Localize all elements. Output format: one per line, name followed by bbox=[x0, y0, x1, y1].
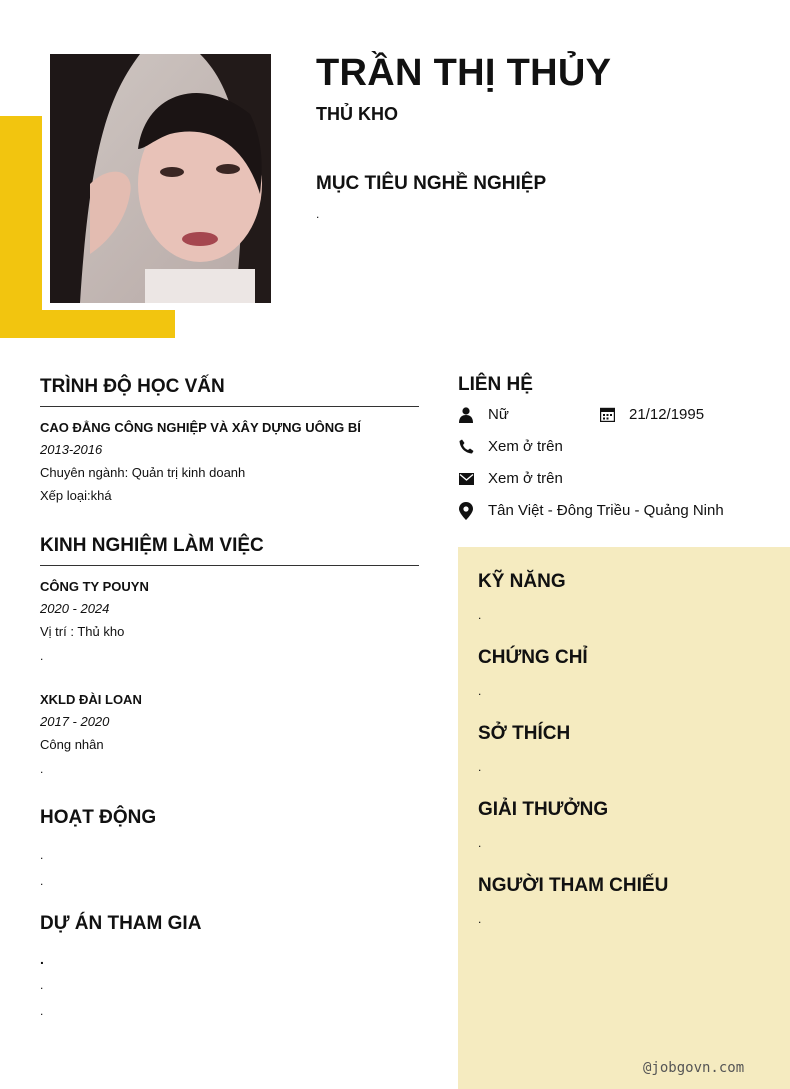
school-name: CAO ĐẲNG CÔNG NGHIỆP VÀ XÂY DỰNG UÔNG BÍ bbox=[40, 420, 361, 435]
projects-list bbox=[40, 952, 44, 1018]
contact-heading: LIÊN HỆ bbox=[458, 374, 533, 395]
activities-heading: HOẠT ĐỘNG bbox=[40, 807, 157, 828]
experience-divider bbox=[40, 565, 419, 566]
experience-role: Công nhân bbox=[40, 737, 104, 752]
activities-list bbox=[40, 848, 43, 888]
experience-period: 2020 - 2024 bbox=[40, 601, 110, 616]
company-name: XKLD ĐÀI LOAN bbox=[40, 692, 142, 707]
skills-heading: KỸ NĂNG bbox=[478, 571, 566, 592]
phone-icon bbox=[458, 439, 474, 455]
certificates-text: . bbox=[478, 684, 482, 698]
certificates-heading: CHỨNG CHỈ bbox=[478, 647, 588, 668]
education-divider bbox=[40, 406, 419, 407]
experience-entry bbox=[40, 579, 419, 663]
references-text: . bbox=[478, 912, 482, 926]
education-major: Chuyên ngành: Quản trị kinh doanh bbox=[40, 465, 246, 480]
experience-note: . bbox=[40, 762, 44, 776]
references-heading: NGƯỜI THAM CHIẾU bbox=[478, 875, 669, 896]
side-panel bbox=[458, 547, 790, 1089]
profile-photo bbox=[50, 54, 271, 303]
education-section bbox=[40, 376, 419, 407]
education-entry bbox=[40, 420, 419, 503]
location-pin-icon bbox=[458, 503, 474, 519]
education-period: 2013-2016 bbox=[40, 442, 103, 457]
calendar-icon bbox=[599, 407, 615, 423]
awards-heading: GIẢI THƯỞNG bbox=[478, 799, 609, 820]
hobbies-heading: SỞ THÍCH bbox=[478, 723, 571, 744]
experience-heading: KINH NGHIỆM LÀM VIỆC bbox=[40, 535, 264, 556]
watermark: @jobgovn.com bbox=[643, 1060, 745, 1076]
projects-heading: DỰ ÁN THAM GIA bbox=[40, 913, 202, 934]
experience-section bbox=[40, 535, 419, 566]
experience-period: 2017 - 2020 bbox=[40, 714, 110, 729]
job-title: THỦ KHO bbox=[316, 104, 398, 124]
education-grade: Xếp loại:khá bbox=[40, 488, 112, 503]
objective-text: . bbox=[316, 207, 320, 221]
contact-phone bbox=[458, 438, 563, 455]
activity-item: . bbox=[40, 848, 44, 862]
awards-text: . bbox=[478, 836, 482, 850]
skills-text: . bbox=[478, 608, 482, 622]
contact-gender bbox=[458, 406, 509, 423]
objective-heading: MỤC TIÊU NGHỀ NGHIỆP bbox=[316, 173, 547, 194]
experience-note: . bbox=[40, 649, 44, 663]
phone-value: Xem ở trên bbox=[488, 438, 563, 455]
person-icon bbox=[458, 407, 474, 423]
project-item: . bbox=[40, 1004, 44, 1018]
hobbies-text: . bbox=[478, 760, 482, 774]
company-name: CÔNG TY POUYN bbox=[40, 579, 149, 594]
activity-item: . bbox=[40, 874, 44, 888]
contact-address bbox=[458, 502, 724, 519]
email-value: Xem ở trên bbox=[488, 470, 563, 487]
education-heading: TRÌNH ĐỘ HỌC VẤN bbox=[40, 376, 225, 397]
accent-bar-horizontal bbox=[0, 310, 175, 338]
birthday-value: 21/12/1995 bbox=[629, 406, 705, 423]
address-value: Tân Việt - Đông Triều - Quảng Ninh bbox=[488, 502, 724, 519]
experience-role: Vị trí : Thủ kho bbox=[40, 624, 125, 639]
candidate-name: TRẦN THỊ THỦY bbox=[316, 52, 612, 94]
gender-value: Nữ bbox=[488, 406, 509, 423]
contact-email bbox=[458, 470, 563, 487]
contact-birthday bbox=[599, 406, 704, 423]
mail-icon bbox=[458, 471, 474, 487]
project-item: . bbox=[40, 951, 44, 967]
experience-entry bbox=[40, 692, 419, 776]
project-item: . bbox=[40, 978, 44, 992]
accent-bar-vertical bbox=[0, 116, 42, 338]
